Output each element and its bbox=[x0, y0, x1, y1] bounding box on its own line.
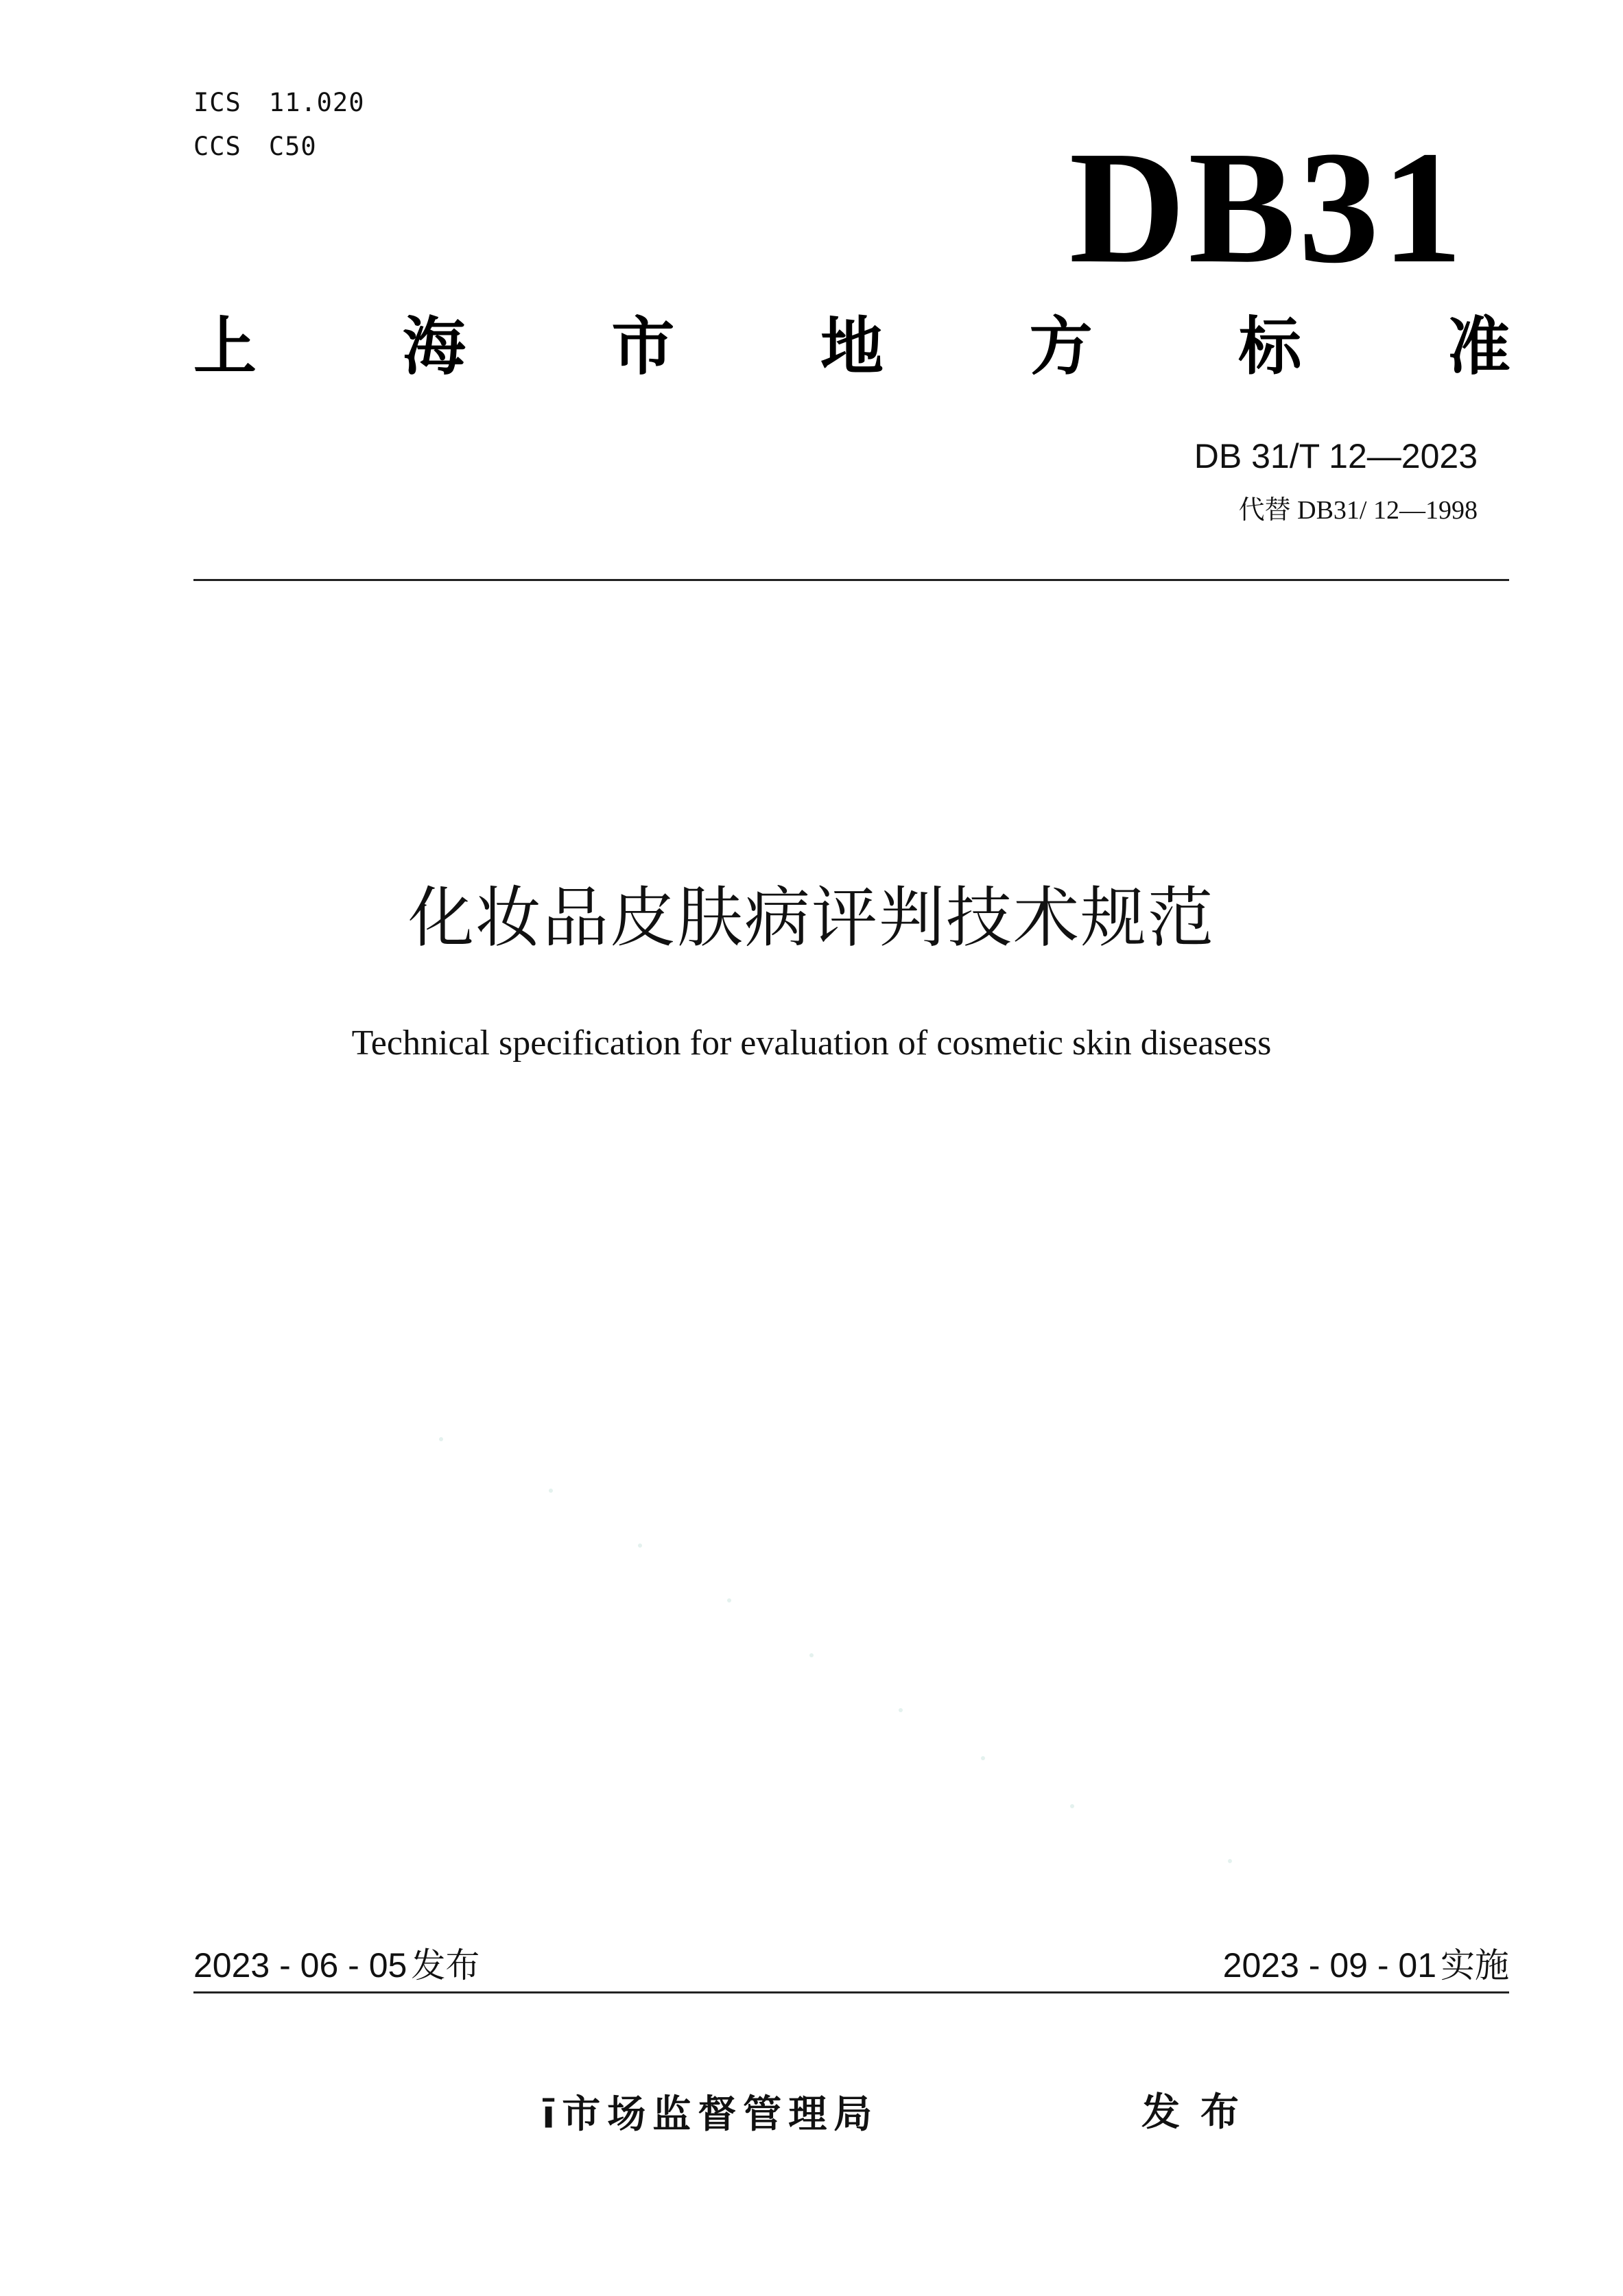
standard-type-char: 上 bbox=[193, 310, 257, 383]
standard-type-char: 标 bbox=[1238, 310, 1302, 383]
scan-speck bbox=[1070, 1804, 1074, 1808]
implement-date: 2023 - 09 - 01 bbox=[1222, 1946, 1436, 1985]
standard-type-char: 地 bbox=[820, 310, 884, 383]
scan-speck bbox=[638, 1543, 642, 1548]
standard-type-char: 市 bbox=[611, 310, 675, 383]
standard-type-char: 准 bbox=[1447, 310, 1511, 383]
standard-type-char: 方 bbox=[1029, 310, 1093, 383]
ccs-label: CCS bbox=[193, 132, 241, 161]
scan-speck bbox=[727, 1598, 731, 1602]
issuing-authority: ī市场监督管理局 bbox=[542, 2092, 879, 2137]
implement-label: 实施 bbox=[1441, 1945, 1509, 1985]
publish-date-line bbox=[193, 1945, 480, 1985]
standard-number: DB 31/T 12—2023 bbox=[1194, 437, 1478, 475]
document-title-english: Technical specification for evaluation of cosmetic skin diseasess bbox=[351, 1023, 1272, 1063]
standard-type-char: 海 bbox=[402, 310, 466, 383]
issue-label: 发布 bbox=[1141, 2090, 1259, 2135]
scan-speck bbox=[1228, 1859, 1232, 1863]
classification-codes bbox=[193, 81, 364, 169]
header-divider bbox=[193, 579, 1509, 581]
scan-speck bbox=[549, 1489, 553, 1493]
footer-divider bbox=[193, 1991, 1509, 1993]
ccs-code bbox=[193, 125, 364, 169]
ics-value: 11.020 bbox=[268, 88, 365, 117]
replaces-standard: 代替 DB31/ 12—1998 bbox=[1238, 496, 1478, 525]
implement-date-line bbox=[1222, 1945, 1509, 1985]
scan-speck bbox=[809, 1653, 814, 1657]
ics-label: ICS bbox=[193, 88, 241, 117]
publish-label: 发布 bbox=[411, 1945, 480, 1985]
standard-type-heading bbox=[193, 310, 1511, 383]
publish-date: 2023 - 06 - 05 bbox=[193, 1946, 407, 1985]
scan-speck bbox=[981, 1756, 985, 1760]
scan-speck bbox=[899, 1708, 903, 1712]
ccs-value: C50 bbox=[268, 132, 317, 161]
ics-code bbox=[193, 81, 364, 125]
db31-logo: DB31 bbox=[1069, 118, 1465, 296]
scan-speck bbox=[439, 1437, 443, 1441]
document-title-chinese: 化妆品皮肤病评判技术规范 bbox=[408, 879, 1215, 956]
